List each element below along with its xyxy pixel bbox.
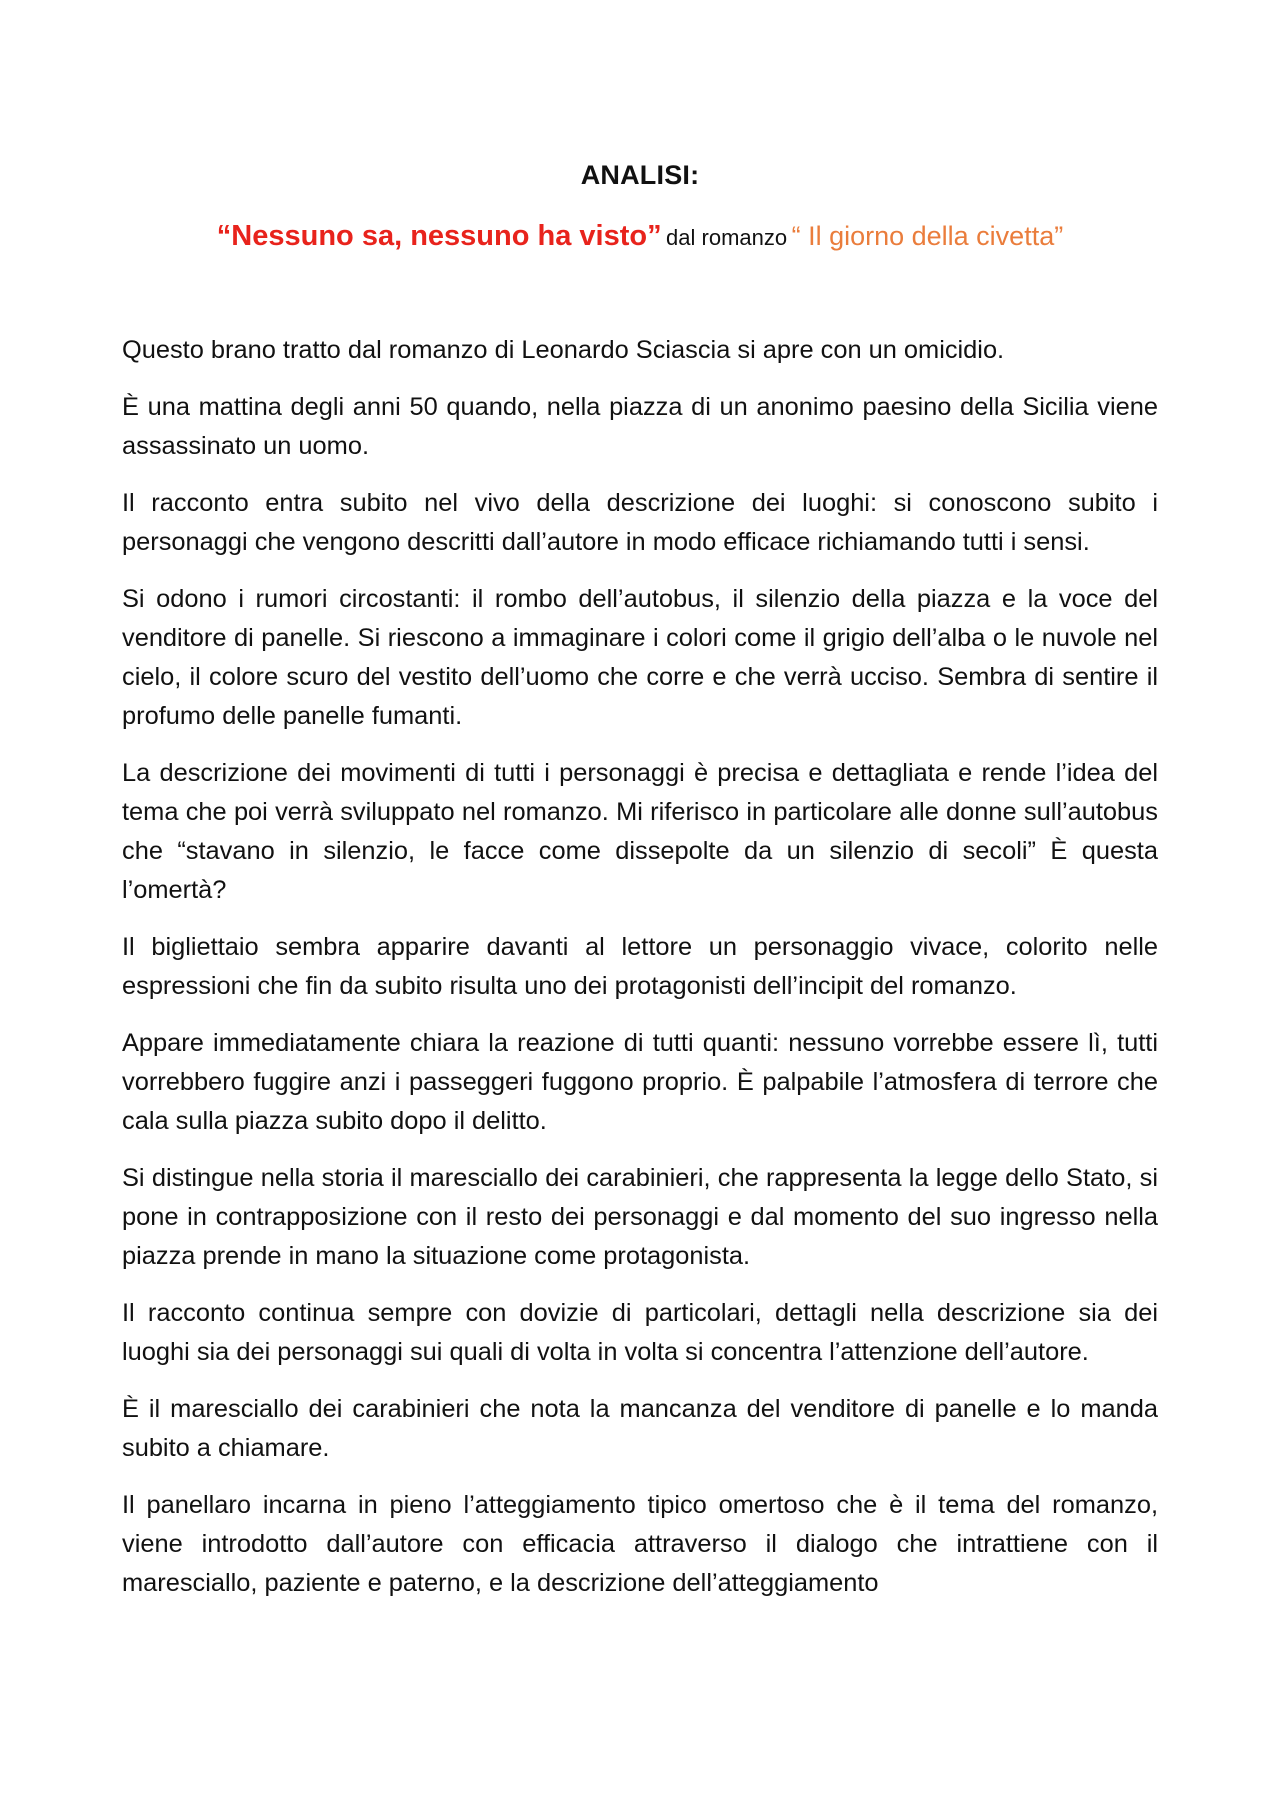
paragraph: Si distingue nella storia il maresciallo dei carabinieri, che rappresenta la legge dello Stato, si pone in contrapposizione con il resto dei personaggi e dal momento del suo ingresso nella piazza prende in mano la situazione come protagonista.: [122, 1164, 1158, 1270]
paragraph: Il panellaro incarna in pieno l’atteggiamento tipico omertoso che è il tema del romanzo, viene introdotto dall’autore con efficacia attraverso il dialogo che intrattiene con il maresciallo, paziente e paterno, e la descrizione dell’atteggiamento: [122, 1491, 1158, 1597]
paragraph: Il racconto entra subito nel vivo della descrizione dei luoghi: si conoscono subito i personaggi che vengono descritti dall’autore in modo efficace richiamando tutti i sensi.: [122, 489, 1158, 556]
document-heading: ANALISI:: [580, 160, 700, 190]
excerpt-title: “Nessuno sa, nessuno ha visto”: [216, 220, 662, 252]
document-subtitle: [0, 220, 1280, 253]
novel-title: “ Il giorno della civetta”: [791, 221, 1064, 251]
paragraph: È una mattina degli anni 50 quando, nella piazza di un anonimo paesino della Sicilia viene assassinato un uomo.: [122, 393, 1158, 460]
paragraph: È il maresciallo dei carabinieri che nota la mancanza del venditore di panelle e lo manda subito a chiamare.: [122, 1395, 1158, 1462]
paragraph: La descrizione dei movimenti di tutti i personaggi è precisa e dettagliata e rende l’idea del tema che poi verrà sviluppato nel romanzo. Mi riferisco in particolare alle donne sull’autobus che “stavano in silenzio, le facce come dissepolte da un silenzio di secoli” È questa l’omertà?: [122, 759, 1158, 904]
subtitle-connector: dal romanzo: [666, 225, 788, 250]
paragraph: Il bigliettaio sembra apparire davanti al lettore un personaggio vivace, colorito nelle espressioni che fin da subito risulta uno dei protagonisti dell’incipit del romanzo.: [122, 933, 1158, 1000]
paragraph: Il racconto continua sempre con dovizie di particolari, dettagli nella descrizione sia dei luoghi sia dei personaggi sui quali di volta in volta si concentra l’attenzione dell’autore.: [122, 1299, 1158, 1366]
paragraph: Si odono i rumori circostanti: il rombo dell’autobus, il silenzio della piazza e la voce del venditore di panelle. Si riescono a immaginare i colori come il grigio dell’alba o le nuvole nel cielo, il colore scuro del vestito dell’uomo che corre e che verrà ucciso. Sembra di sentire il profumo delle panelle fumanti.: [122, 585, 1158, 730]
paragraph: Appare immediatamente chiara la reazione di tutti quanti: nessuno vorrebbe essere lì, tutti vorrebbero fuggire anzi i passeggeri fuggono proprio. È palpabile l’atmosfera di terrore che cala sulla piazza subito dopo il delitto.: [122, 1029, 1158, 1135]
document-body: [122, 331, 1158, 1621]
paragraph: Questo brano tratto dal romanzo di Leonardo Sciascia si apre con un omicidio.: [122, 336, 1005, 364]
